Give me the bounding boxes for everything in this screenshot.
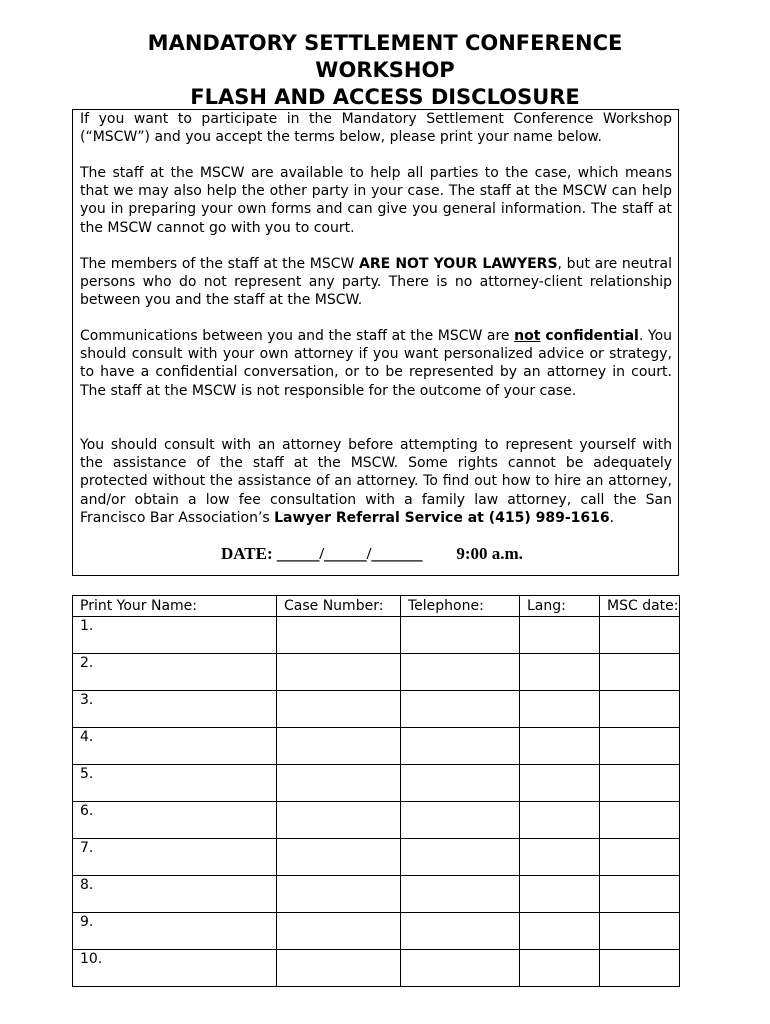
time-label: 9:00 a.m. — [456, 544, 523, 563]
table-row — [73, 839, 680, 876]
lang-cell[interactable] — [520, 802, 600, 839]
telephone-cell[interactable] — [401, 802, 520, 839]
msc-date-cell[interactable] — [600, 654, 680, 691]
not-your-lawyers-emphasis: ARE NOT YOUR LAWYERS — [359, 256, 558, 272]
msc-date-cell[interactable] — [600, 876, 680, 913]
telephone-cell[interactable] — [401, 654, 520, 691]
telephone-cell[interactable] — [401, 839, 520, 876]
table-header-row — [73, 596, 680, 617]
title-line-3: FLASH AND ACCESS DISCLOSURE — [190, 85, 580, 109]
sign-in-table — [72, 595, 680, 987]
lang-cell[interactable] — [520, 876, 600, 913]
disclosure-paragraph-3: The members of the staff at the MSCW ARE NOT YOUR LAWYERS, but are neutral persons who do not represent any party. There is no attorney-client relationship between you and the staff at the MSCW. — [80, 256, 673, 309]
case-number-cell[interactable] — [277, 876, 401, 913]
lawyer-referral-service: Lawyer Referral Service at (415) 989-1616 — [274, 509, 610, 526]
name-cell[interactable] — [73, 617, 277, 654]
table-row — [73, 876, 680, 913]
name-cell[interactable] — [73, 839, 277, 876]
name-cell[interactable] — [73, 913, 277, 950]
case-number-cell[interactable] — [277, 913, 401, 950]
header-print-name: Print Your Name: — [73, 596, 277, 617]
header-case-number: Case Number: — [277, 596, 401, 617]
row-number: 2. — [80, 655, 94, 671]
table-row — [73, 691, 680, 728]
msc-date-cell[interactable] — [600, 728, 680, 765]
confidential-emphasis: confidential — [540, 328, 639, 344]
table-row — [73, 728, 680, 765]
case-number-cell[interactable] — [277, 691, 401, 728]
disclosure-paragraph-1: If you want to participate in the Mandatory Settlement Conference Workshop (“MSCW”) and you accept the terms below, please print your name below. — [80, 111, 672, 146]
name-cell[interactable] — [73, 728, 277, 765]
telephone-cell[interactable] — [401, 617, 520, 654]
name-cell[interactable] — [73, 765, 277, 802]
not-emphasis: not — [514, 328, 541, 344]
row-number: 6. — [80, 803, 94, 819]
row-number: 5. — [80, 766, 94, 782]
table-row — [73, 950, 680, 987]
row-number: 8. — [80, 877, 94, 893]
telephone-cell[interactable] — [401, 765, 520, 802]
msc-date-cell[interactable] — [600, 765, 680, 802]
disclosure-paragraph-4: Communications between you and the staff at the MSCW are not confidential. You should consult with your own attorney if you want personalized advice or strategy, to have a confidential conversation, or to be represented by an attorney in court. The staff at the MSCW is not responsible for the outcome of your case. — [80, 328, 673, 399]
row-number: 10. — [80, 951, 103, 967]
case-number-cell[interactable] — [277, 617, 401, 654]
row-number: 1. — [80, 618, 94, 634]
header-lang: Lang: — [520, 596, 600, 617]
table-row — [73, 617, 680, 654]
case-number-cell[interactable] — [277, 654, 401, 691]
date-line — [221, 544, 681, 564]
telephone-cell[interactable] — [401, 876, 520, 913]
msc-date-cell[interactable] — [600, 802, 680, 839]
name-cell[interactable] — [73, 802, 277, 839]
case-number-cell[interactable] — [277, 728, 401, 765]
lang-cell[interactable] — [520, 913, 600, 950]
date-field[interactable]: DATE: _____/_____/______ — [221, 544, 423, 563]
row-number: 4. — [80, 729, 94, 745]
telephone-cell[interactable] — [401, 691, 520, 728]
msc-date-cell[interactable] — [600, 913, 680, 950]
lang-cell[interactable] — [520, 654, 600, 691]
msc-date-cell[interactable] — [600, 691, 680, 728]
header-telephone: Telephone: — [401, 596, 520, 617]
header-msc-date: MSC date: — [600, 596, 680, 617]
lang-cell[interactable] — [520, 728, 600, 765]
case-number-cell[interactable] — [277, 802, 401, 839]
table-row — [73, 913, 680, 950]
case-number-cell[interactable] — [277, 839, 401, 876]
name-cell[interactable] — [73, 654, 277, 691]
lang-cell[interactable] — [520, 691, 600, 728]
lang-cell[interactable] — [520, 950, 600, 987]
title-line-1: MANDATORY SETTLEMENT CONFERENCE — [147, 31, 623, 55]
case-number-cell[interactable] — [277, 950, 401, 987]
table-row — [73, 654, 680, 691]
name-cell[interactable] — [73, 691, 277, 728]
row-number: 7. — [80, 840, 94, 856]
telephone-cell[interactable] — [401, 913, 520, 950]
disclosure-paragraph-2: The staff at the MSCW are available to help all parties to the case, which means that we may also help the other party in your case. The staff at the MSCW can help you in preparing your own forms and can give you general information. The staff at the MSCW cannot go with you to court. — [80, 165, 672, 236]
table-row — [73, 765, 680, 802]
telephone-cell[interactable] — [401, 728, 520, 765]
name-cell[interactable] — [73, 950, 277, 987]
disclosure-paragraph-5: You should consult with an attorney before attempting to represent yourself with the assistance of the staff at the MSCW. Some rights cannot be adequately protected without the assistance of an attorney. To find out how to hire an attorney, and/or obtain a low fee consultation with a family law attorney, call the San Francisco Bar Association’s Lawyer Referral Service at (415) 989-1616. — [80, 437, 672, 526]
form-title — [0, 30, 770, 111]
table-row — [73, 802, 680, 839]
name-cell[interactable] — [73, 876, 277, 913]
title-line-2: WORKSHOP — [315, 58, 455, 82]
msc-date-cell[interactable] — [600, 950, 680, 987]
telephone-cell[interactable] — [401, 950, 520, 987]
lang-cell[interactable] — [520, 765, 600, 802]
row-number: 9. — [80, 914, 94, 930]
msc-date-cell[interactable] — [600, 617, 680, 654]
disclosure-box — [72, 109, 679, 576]
lang-cell[interactable] — [520, 839, 600, 876]
lang-cell[interactable] — [520, 617, 600, 654]
row-number: 3. — [80, 692, 94, 708]
case-number-cell[interactable] — [277, 765, 401, 802]
msc-date-cell[interactable] — [600, 839, 680, 876]
